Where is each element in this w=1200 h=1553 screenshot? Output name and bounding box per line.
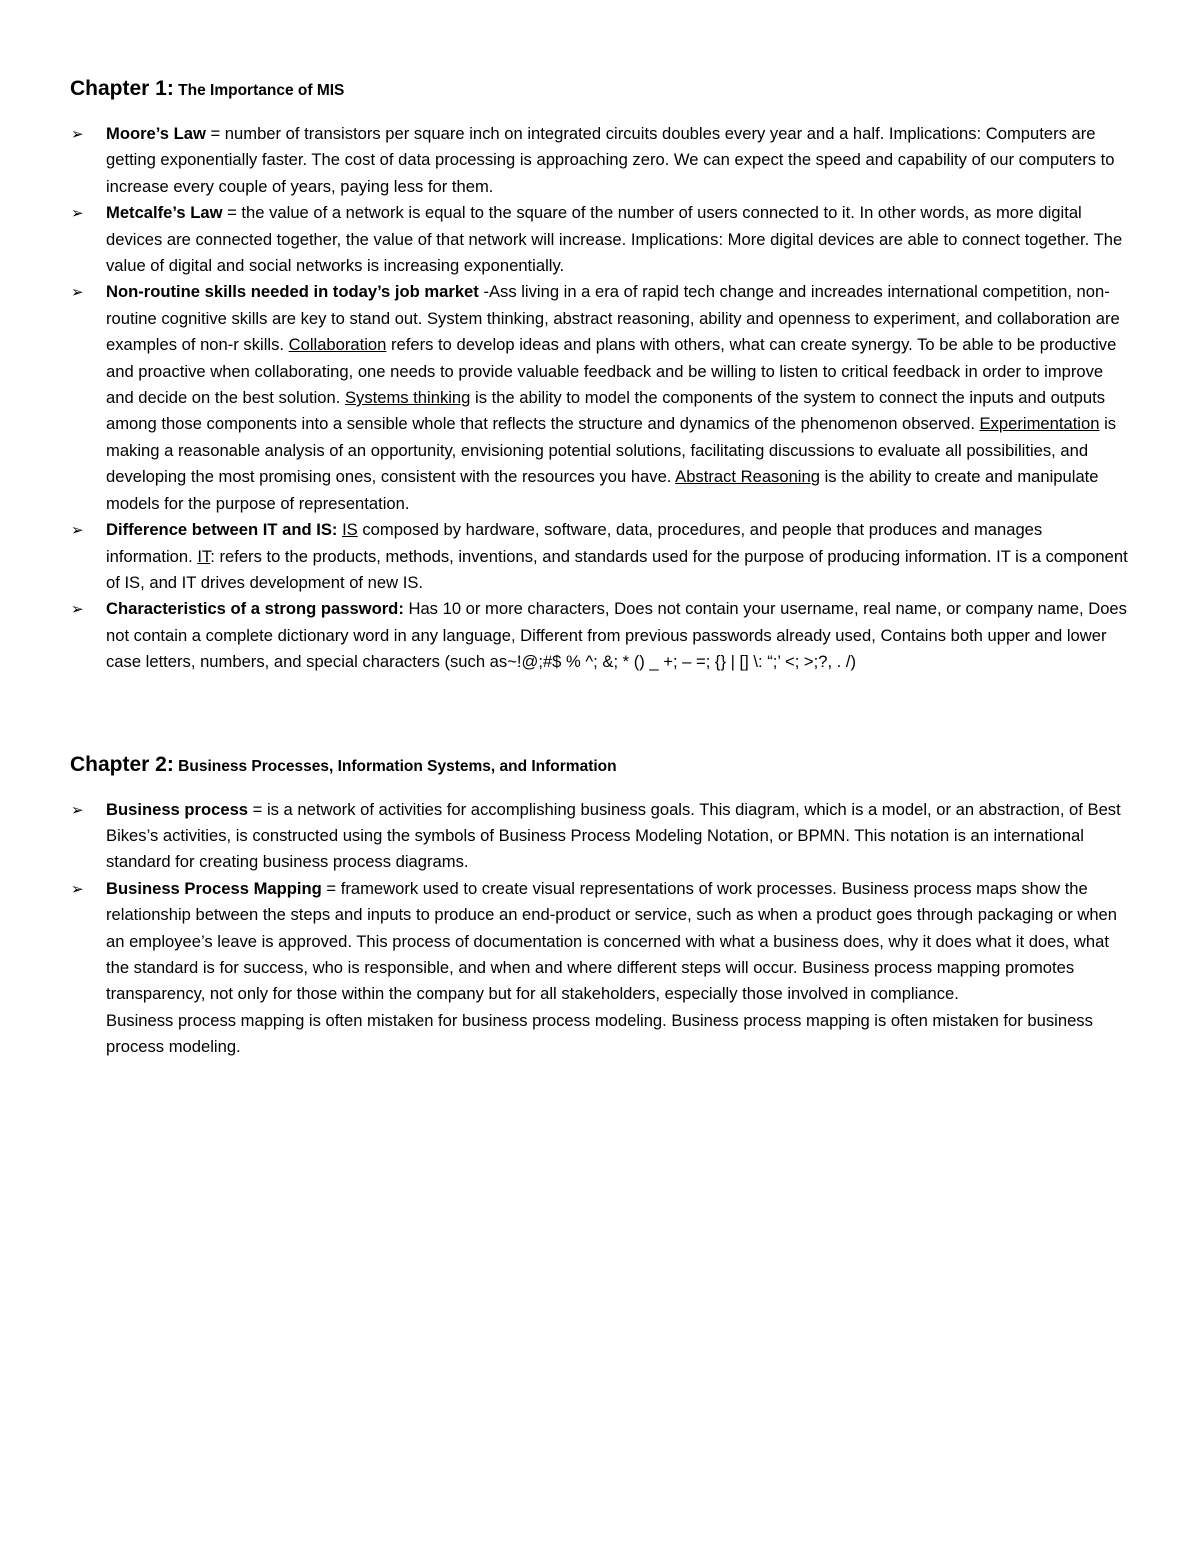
definition-text: refers to develop ideas and plans with others, what can create synergy. To be able to be productive and proactive when collaborating, one needs to provide valuable feedback and be willing to listen to critical feedback in order to improve and decide on the best solution. [106, 335, 1117, 408]
list-item-business-process-mapping [70, 876, 1132, 1061]
document-page [70, 76, 1132, 1061]
arrow-bullet-icon: ➢ [71, 879, 84, 898]
term-strong-password: Characteristics of a strong password: [106, 599, 404, 619]
list-item-strong-password [70, 596, 1132, 675]
underlined-term-it: IT [197, 546, 211, 566]
chapter-1-list [70, 121, 1132, 676]
list-item-metcalfes-law [70, 200, 1132, 279]
chapter-1-label: Chapter 1: [70, 77, 174, 100]
definition-metcalfes-law: = the value of a network is equal to the square of the number of users connected to it. In other words, as more digital devices are connected together, the value of that network will increase. Implications: More digital devices are able to connect together. The value of digital and social networks is increasing exponentially. [106, 203, 1123, 276]
chapter-2-label: Chapter 2: [70, 752, 174, 776]
list-item-business-process [70, 797, 1132, 876]
list-item-non-routine-skills [70, 279, 1132, 517]
underlined-term-systems-thinking: Systems thinking [344, 388, 471, 408]
definition-text: is making a reasonable analysis of an opportunity, envisioning potential solutions, facilitating discussions to evaluate all possibilities, and developing the most promising ones, consistent with the resources you have. [106, 414, 1117, 487]
definition-strong-password: Has 10 or more characters, Does not contain your username, real name, or company name, Does not contain a complete dictionary word in any language, Different from previous passwords already used, Contains both upper and lower case letters, numbers, and special characters (such as~!@;#$ % ^; &; * () _ +; – =; {} | [] \: “;’ <; >;?, . /) [106, 599, 1127, 672]
definition-text: : refers to the products, methods, inventions, and standards used for the purpose of producing information. IT is a component of IS, and IT drives development of new IS. [106, 546, 1128, 592]
arrow-bullet-icon: ➢ [71, 800, 84, 819]
definition-text: -Ass living in a era of rapid tech change and increades international competition, non-routine cognitive skills are key to stand out. System thinking, abstract reasoning, ability and openness to experiment, and collaboration are examples of non-r skills. [106, 282, 1120, 355]
definition-business-process-mapping: = framework used to create visual representations of work processes. Business process maps show the relationship between the steps and inputs to produce an end-product or service, such as when a product goes through packaging or when an employee’s leave is approved. This process of documentation is concerned with what a business does, why it does what it does, what the standard is for success, who is responsible, and when and where different steps will occur. Business process mapping promotes transparency, not only for those within the company but for all stakeholders, especially those involved in compliance. [106, 878, 1118, 1004]
definition-text: is the ability to create and manipulate models for the purpose of representation. [106, 467, 1099, 513]
definition-text: composed by hardware, software, data, procedures, and people that produces and manages information. [106, 520, 1043, 566]
chapter-2-heading [70, 752, 1132, 780]
paragraph-mapping-vs-modeling: Business process mapping is often mistaken for business process modeling. Business process mapping is often mistaken for business process modeling. [106, 1010, 1093, 1057]
arrow-bullet-icon: ➢ [71, 600, 84, 619]
chapter-2-list [70, 797, 1132, 1061]
underlined-term-experimentation: Experimentation [979, 414, 1100, 434]
chapter-1-title: The Importance of MIS [178, 82, 345, 99]
arrow-bullet-icon: ➢ [71, 125, 84, 143]
chapter-1-heading [70, 76, 1132, 104]
term-business-process: Business process [106, 799, 249, 819]
list-item-it-vs-is [70, 517, 1132, 596]
term-moores-law: Moore’s Law [106, 124, 206, 143]
arrow-bullet-icon: ➢ [71, 204, 84, 223]
definition-moores-law: = number of transistors per square inch on integrated circuits doubles every year and a half. Implications: Computers are getting exponentially faster. The cost of data processing is approaching zero. We can expect the speed and capability of our computers to increase every couple of years, paying less for them. [106, 124, 1115, 196]
underlined-term-is: IS [342, 520, 358, 540]
term-it-vs-is: Difference between IT and IS: [106, 520, 338, 540]
underlined-term-abstract-reasoning: Abstract Reasoning [675, 467, 820, 487]
definition-text: is the ability to model the components of the system to connect the inputs and outputs among those components into a sensible whole that reflects the structure and dynamics of the phenomenon observed. [106, 388, 1106, 434]
term-business-process-mapping: Business Process Mapping [106, 878, 322, 898]
term-metcalfes-law: Metcalfe’s Law [106, 203, 223, 223]
section-spacer [70, 676, 1132, 752]
chapter-2-title: Business Processes, Information Systems, and Information [178, 757, 617, 775]
underlined-term-collaboration: Collaboration [288, 335, 387, 355]
definition-business-process: = is a network of activities for accomplishing business goals. This diagram, which is a model, or an abstraction, of Best Bikes’s activities, is constructed using the symbols of Business Process Modeling Notation, or BPMN. This notation is an international standard for creating business process diagrams. [106, 799, 1121, 872]
term-non-routine-skills: Non-routine skills needed in today’s job market [106, 282, 479, 302]
arrow-bullet-icon: ➢ [71, 521, 84, 540]
arrow-bullet-icon: ➢ [71, 283, 84, 302]
list-item-moores-law [70, 121, 1132, 200]
